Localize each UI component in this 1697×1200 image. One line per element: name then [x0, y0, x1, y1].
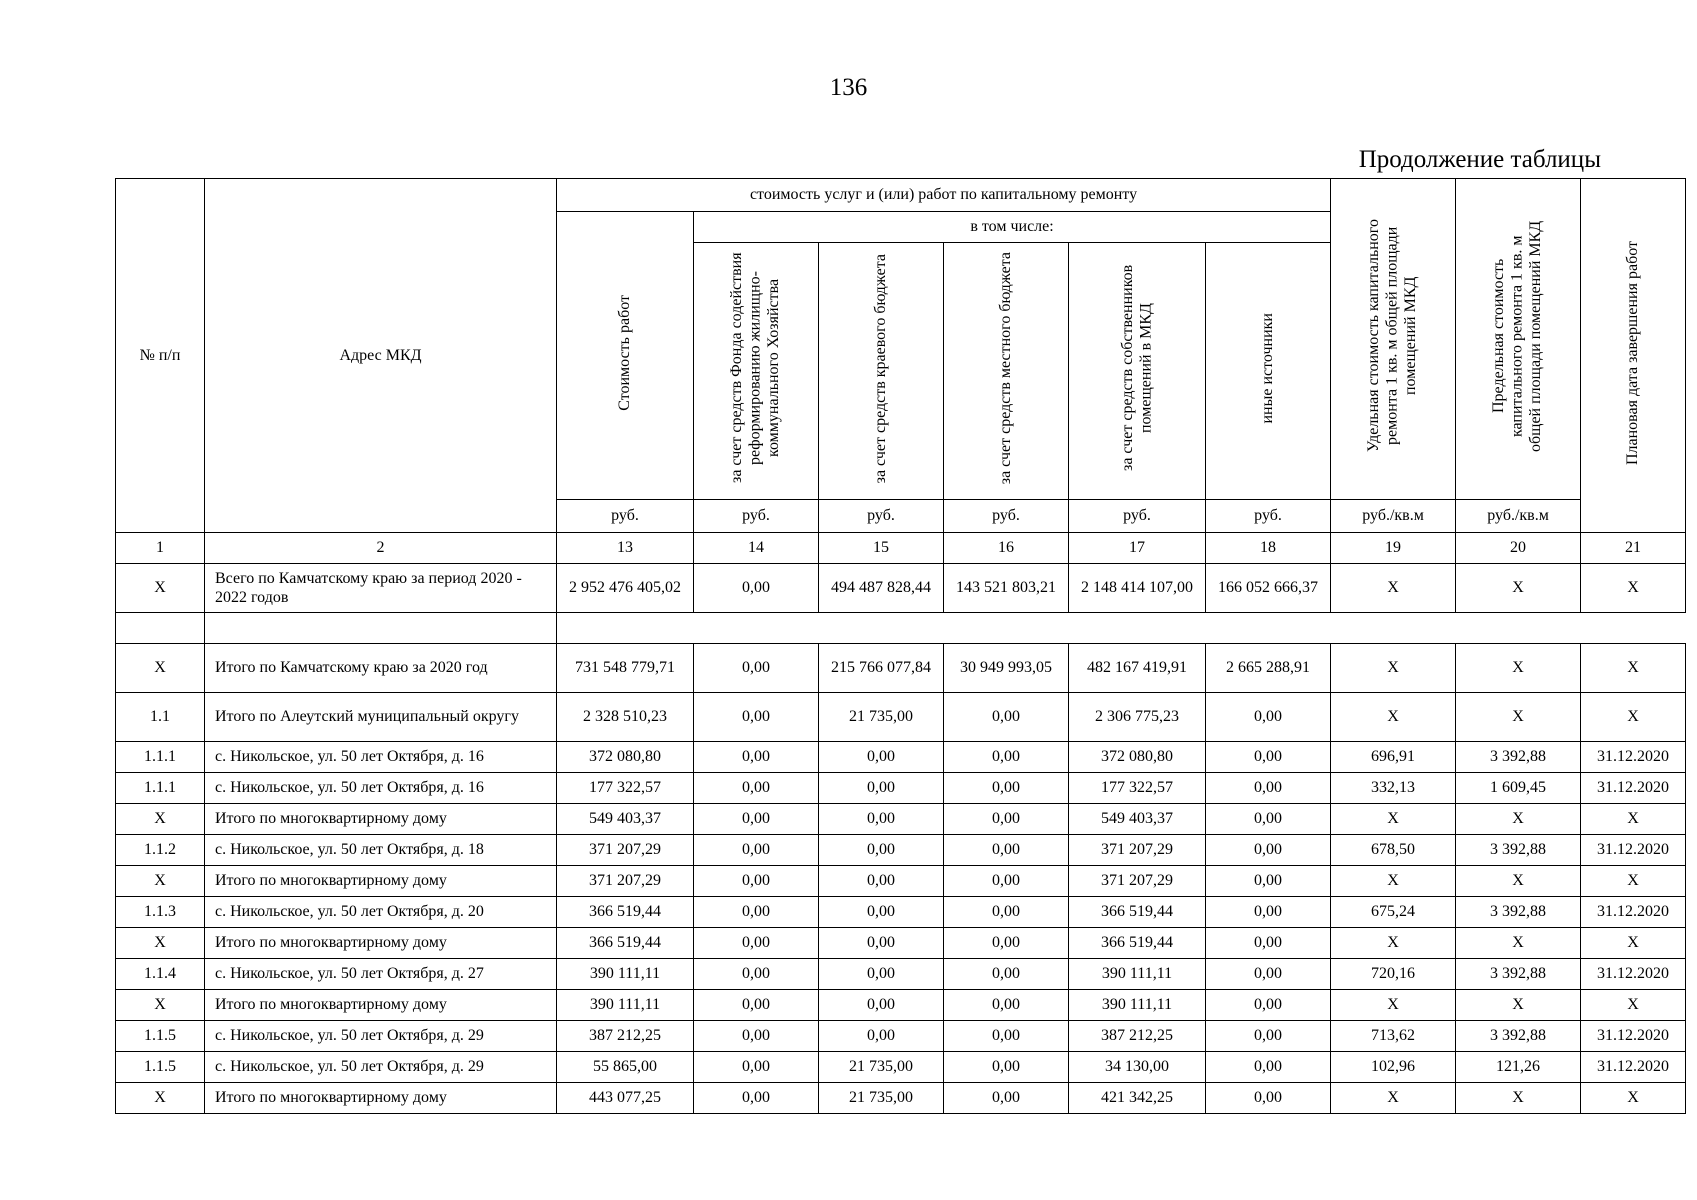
cell-limit: X: [1456, 564, 1581, 613]
table-row: [116, 866, 1686, 897]
cell-unit: 720,16: [1331, 959, 1456, 990]
table-row: [116, 897, 1686, 928]
table-row: [116, 835, 1686, 866]
cell-date: 31.12.2020: [1581, 959, 1686, 990]
cell-limit: 3 392,88: [1456, 959, 1581, 990]
cell-owners: 371 207,29: [1069, 866, 1206, 897]
cell-limit: 1 609,45: [1456, 773, 1581, 804]
cell-limit: X: [1456, 866, 1581, 897]
header-num: № п/п: [116, 179, 205, 533]
cell-date: 31.12.2020: [1581, 897, 1686, 928]
table-row: [116, 773, 1686, 804]
cell-other: 166 052 666,37: [1206, 564, 1331, 613]
cell-cost: 387 212,25: [557, 1021, 694, 1052]
cell-owners: 549 403,37: [1069, 804, 1206, 835]
cell-fund: 0,00: [694, 644, 819, 693]
cell-address: Итого по многоквартирному дому: [205, 928, 557, 959]
column-number: 14: [694, 533, 819, 564]
cell-fund: 0,00: [694, 959, 819, 990]
cell-cost: 371 207,29: [557, 866, 694, 897]
cell-unit: X: [1331, 693, 1456, 742]
header-owners: [1069, 243, 1206, 500]
cell-unit: X: [1331, 866, 1456, 897]
cell-date: X: [1581, 866, 1686, 897]
cell-date: 31.12.2020: [1581, 1052, 1686, 1083]
cell-owners: 387 212,25: [1069, 1021, 1206, 1052]
cell-local: 0,00: [944, 866, 1069, 897]
cell-address: с. Никольское, ул. 50 лет Октября, д. 16: [205, 773, 557, 804]
cell-cost: 390 111,11: [557, 959, 694, 990]
cell-regional: 0,00: [819, 1021, 944, 1052]
cell-limit: 121,26: [1456, 1052, 1581, 1083]
unit-cost: руб.: [557, 500, 694, 533]
cell-limit: X: [1456, 1083, 1581, 1114]
cell-other: 0,00: [1206, 1083, 1331, 1114]
cell-address: Итого по многоквартирному дому: [205, 1083, 557, 1114]
blank-cell: [557, 613, 1686, 644]
cell-fund: 0,00: [694, 693, 819, 742]
cell-local: 0,00: [944, 1021, 1069, 1052]
cell-fund: 0,00: [694, 742, 819, 773]
cell-fund: 0,00: [694, 564, 819, 613]
cell-address: с. Никольское, ул. 50 лет Октября, д. 16: [205, 742, 557, 773]
cell-regional: 21 735,00: [819, 693, 944, 742]
cell-limit: X: [1456, 644, 1581, 693]
cell-limit: X: [1456, 990, 1581, 1021]
cell-owners: 390 111,11: [1069, 959, 1206, 990]
cell-num: X: [116, 1083, 205, 1114]
table-row: [116, 742, 1686, 773]
cell-num: X: [116, 804, 205, 835]
cell-owners: 2 148 414 107,00: [1069, 564, 1206, 613]
cell-unit: 102,96: [1331, 1052, 1456, 1083]
header-including: в том числе:: [694, 212, 1331, 243]
cell-local: 30 949 993,05: [944, 644, 1069, 693]
cell-regional: 0,00: [819, 742, 944, 773]
cell-local: 0,00: [944, 990, 1069, 1021]
cell-num: 1.1.3: [116, 897, 205, 928]
cell-date: X: [1581, 693, 1686, 742]
cell-date: X: [1581, 644, 1686, 693]
header-date-label: Плановая дата завершения работ: [1623, 240, 1641, 465]
cell-owners: 371 207,29: [1069, 835, 1206, 866]
blank-cell: [205, 613, 557, 644]
cell-date: X: [1581, 928, 1686, 959]
cell-num: 1.1.5: [116, 1021, 205, 1052]
cell-num: 1.1: [116, 693, 205, 742]
cell-cost: 2 952 476 405,02: [557, 564, 694, 613]
blank-row: [116, 613, 1686, 644]
cell-unit: X: [1331, 644, 1456, 693]
header-unit-cost: [1331, 179, 1456, 500]
cell-num: X: [116, 564, 205, 613]
column-number: 1: [116, 533, 205, 564]
page-number: 136: [829, 74, 868, 101]
cell-regional: 494 487 828,44: [819, 564, 944, 613]
repair-cost-table: [115, 178, 1672, 1114]
cell-unit: 332,13: [1331, 773, 1456, 804]
cell-regional: 0,00: [819, 804, 944, 835]
cell-unit: X: [1331, 804, 1456, 835]
unit-unit-cost: руб./кв.м: [1331, 500, 1456, 533]
cell-owners: 421 342,25: [1069, 1083, 1206, 1114]
cell-other: 0,00: [1206, 928, 1331, 959]
cell-owners: 366 519,44: [1069, 928, 1206, 959]
cell-other: 0,00: [1206, 835, 1331, 866]
cell-owners: 482 167 419,91: [1069, 644, 1206, 693]
cell-limit: X: [1456, 804, 1581, 835]
cell-regional: 0,00: [819, 773, 944, 804]
table-row: [116, 1083, 1686, 1114]
cell-cost: 549 403,37: [557, 804, 694, 835]
cell-local: 0,00: [944, 959, 1069, 990]
table-body: [116, 533, 1686, 1114]
cell-limit: X: [1456, 928, 1581, 959]
table-row: [116, 990, 1686, 1021]
cell-fund: 0,00: [694, 897, 819, 928]
table-row: [116, 693, 1686, 742]
cell-other: 2 665 288,91: [1206, 644, 1331, 693]
cell-owners: 2 306 775,23: [1069, 693, 1206, 742]
unit-fund: руб.: [694, 500, 819, 533]
cell-regional: 0,00: [819, 897, 944, 928]
cell-cost: 390 111,11: [557, 990, 694, 1021]
column-number: 2: [205, 533, 557, 564]
cell-cost: 372 080,80: [557, 742, 694, 773]
cell-cost: 443 077,25: [557, 1083, 694, 1114]
cell-num: 1.1.1: [116, 742, 205, 773]
cell-fund: 0,00: [694, 1021, 819, 1052]
cell-fund: 0,00: [694, 773, 819, 804]
table-row: [116, 564, 1686, 613]
cell-num: 1.1.2: [116, 835, 205, 866]
cell-owners: 372 080,80: [1069, 742, 1206, 773]
column-number: 19: [1331, 533, 1456, 564]
cell-date: X: [1581, 990, 1686, 1021]
header-cost: [557, 212, 694, 500]
header-other: [1206, 243, 1331, 500]
cell-other: 0,00: [1206, 1052, 1331, 1083]
table-row: [116, 959, 1686, 990]
cell-other: 0,00: [1206, 773, 1331, 804]
header-local-label: за счет средств местного бюджета: [996, 252, 1014, 485]
cell-unit: 678,50: [1331, 835, 1456, 866]
cell-address: Итого по многоквартирному дому: [205, 990, 557, 1021]
column-number-row: [116, 533, 1686, 564]
column-number: 15: [819, 533, 944, 564]
cell-cost: 2 328 510,23: [557, 693, 694, 742]
cell-date: 31.12.2020: [1581, 742, 1686, 773]
cell-fund: 0,00: [694, 866, 819, 897]
cell-local: 0,00: [944, 928, 1069, 959]
cell-cost: 371 207,29: [557, 835, 694, 866]
cell-fund: 0,00: [694, 928, 819, 959]
cell-local: 0,00: [944, 742, 1069, 773]
cell-regional: 0,00: [819, 835, 944, 866]
header-owners-label: за счет средств собственников помещений в МКД: [1118, 265, 1154, 472]
cell-date: 31.12.2020: [1581, 1021, 1686, 1052]
cell-owners: 177 322,57: [1069, 773, 1206, 804]
unit-local: руб.: [944, 500, 1069, 533]
cell-other: 0,00: [1206, 990, 1331, 1021]
cell-address: Итого по многоквартирному дому: [205, 804, 557, 835]
header-limit-cost: [1456, 179, 1581, 500]
cell-num: 1.1.1: [116, 773, 205, 804]
cell-num: X: [116, 866, 205, 897]
cell-unit: 713,62: [1331, 1021, 1456, 1052]
cell-fund: 0,00: [694, 835, 819, 866]
unit-regional: руб.: [819, 500, 944, 533]
cell-unit: 696,91: [1331, 742, 1456, 773]
cell-regional: 21 735,00: [819, 1083, 944, 1114]
cell-other: 0,00: [1206, 959, 1331, 990]
cell-cost: 366 519,44: [557, 928, 694, 959]
cell-num: 1.1.5: [116, 1052, 205, 1083]
table-row: [116, 1021, 1686, 1052]
header-fund: [694, 243, 819, 500]
column-number: 18: [1206, 533, 1331, 564]
cell-date: X: [1581, 1083, 1686, 1114]
header-local: [944, 243, 1069, 500]
cell-cost: 366 519,44: [557, 897, 694, 928]
cell-cost: 731 548 779,71: [557, 644, 694, 693]
header-fund-label: за счет средств Фонда содействия реформированию жилищно-коммунального Хозяйства: [728, 253, 783, 484]
header-limit-cost-label: Предельная стоимость капитального ремонта 1 кв. м общей площади помещений МКД: [1490, 220, 1545, 453]
cell-other: 0,00: [1206, 804, 1331, 835]
cell-address: с. Никольское, ул. 50 лет Октября, д. 18: [205, 835, 557, 866]
table-row: [116, 928, 1686, 959]
header-cost-label: Стоимость работ: [615, 295, 633, 411]
cell-num: X: [116, 928, 205, 959]
cell-address: с. Никольское, ул. 50 лет Октября, д. 29: [205, 1021, 557, 1052]
blank-cell: [116, 613, 205, 644]
cell-cost: 55 865,00: [557, 1052, 694, 1083]
cell-unit: X: [1331, 564, 1456, 613]
cell-local: 0,00: [944, 835, 1069, 866]
cell-local: 143 521 803,21: [944, 564, 1069, 613]
cell-owners: 390 111,11: [1069, 990, 1206, 1021]
column-number: 17: [1069, 533, 1206, 564]
cell-limit: X: [1456, 693, 1581, 742]
table-row: [116, 1052, 1686, 1083]
cell-address: Всего по Камчатскому краю за период 2020 - 2022 годов: [205, 564, 557, 613]
cell-fund: 0,00: [694, 804, 819, 835]
continuation-title: Продолжение таблицы: [1358, 146, 1601, 173]
cell-local: 0,00: [944, 1052, 1069, 1083]
cell-limit: 3 392,88: [1456, 742, 1581, 773]
header-regional-label: за счет средств краевого бюджета: [871, 253, 889, 484]
unit-owners: руб.: [1069, 500, 1206, 533]
cell-num: X: [116, 644, 205, 693]
data-table: [115, 178, 1686, 1114]
cell-cost: 177 322,57: [557, 773, 694, 804]
header-address: Адрес МКД: [205, 179, 557, 533]
cell-address: Итого по Камчатскому краю за 2020 год: [205, 644, 557, 693]
cell-limit: 3 392,88: [1456, 835, 1581, 866]
column-number: 13: [557, 533, 694, 564]
cell-other: 0,00: [1206, 866, 1331, 897]
column-number: 21: [1581, 533, 1686, 564]
cell-address: Итого по Алеутский муниципальный округу: [205, 693, 557, 742]
cell-local: 0,00: [944, 693, 1069, 742]
cell-date: X: [1581, 804, 1686, 835]
cell-unit: X: [1331, 1083, 1456, 1114]
cell-regional: 0,00: [819, 928, 944, 959]
header-other-label: иные источники: [1258, 313, 1276, 424]
cell-num: X: [116, 990, 205, 1021]
table-row: [116, 804, 1686, 835]
cell-regional: 0,00: [819, 959, 944, 990]
cell-local: 0,00: [944, 773, 1069, 804]
cell-unit: X: [1331, 990, 1456, 1021]
cell-other: 0,00: [1206, 742, 1331, 773]
cell-limit: 3 392,88: [1456, 897, 1581, 928]
header-date: [1581, 179, 1686, 533]
cell-owners: 34 130,00: [1069, 1052, 1206, 1083]
unit-limit-cost: руб./кв.м: [1456, 500, 1581, 533]
cell-local: 0,00: [944, 1083, 1069, 1114]
cell-regional: 0,00: [819, 990, 944, 1021]
header-unit-cost-label: Удельная стоимость капитального ремонта 1 кв. м общей площади помещений МКД: [1365, 219, 1420, 453]
cell-limit: 3 392,88: [1456, 1021, 1581, 1052]
cell-fund: 0,00: [694, 990, 819, 1021]
cell-regional: 215 766 077,84: [819, 644, 944, 693]
cell-num: 1.1.4: [116, 959, 205, 990]
header-regional: [819, 243, 944, 500]
header-cost-group: стоимость услуг и (или) работ по капитальному ремонту: [557, 179, 1331, 212]
cell-date: 31.12.2020: [1581, 773, 1686, 804]
table-row: [116, 644, 1686, 693]
cell-local: 0,00: [944, 804, 1069, 835]
cell-other: 0,00: [1206, 693, 1331, 742]
cell-unit: 675,24: [1331, 897, 1456, 928]
cell-date: 31.12.2020: [1581, 835, 1686, 866]
cell-other: 0,00: [1206, 897, 1331, 928]
cell-unit: X: [1331, 928, 1456, 959]
cell-fund: 0,00: [694, 1052, 819, 1083]
cell-fund: 0,00: [694, 1083, 819, 1114]
cell-address: с. Никольское, ул. 50 лет Октября, д. 20: [205, 897, 557, 928]
unit-other: руб.: [1206, 500, 1331, 533]
column-number: 20: [1456, 533, 1581, 564]
cell-date: X: [1581, 564, 1686, 613]
cell-address: Итого по многоквартирному дому: [205, 866, 557, 897]
cell-regional: 21 735,00: [819, 1052, 944, 1083]
column-number: 16: [944, 533, 1069, 564]
cell-local: 0,00: [944, 897, 1069, 928]
cell-owners: 366 519,44: [1069, 897, 1206, 928]
cell-address: с. Никольское, ул. 50 лет Октября, д. 27: [205, 959, 557, 990]
cell-other: 0,00: [1206, 1021, 1331, 1052]
cell-regional: 0,00: [819, 866, 944, 897]
cell-address: с. Никольское, ул. 50 лет Октября, д. 29: [205, 1052, 557, 1083]
